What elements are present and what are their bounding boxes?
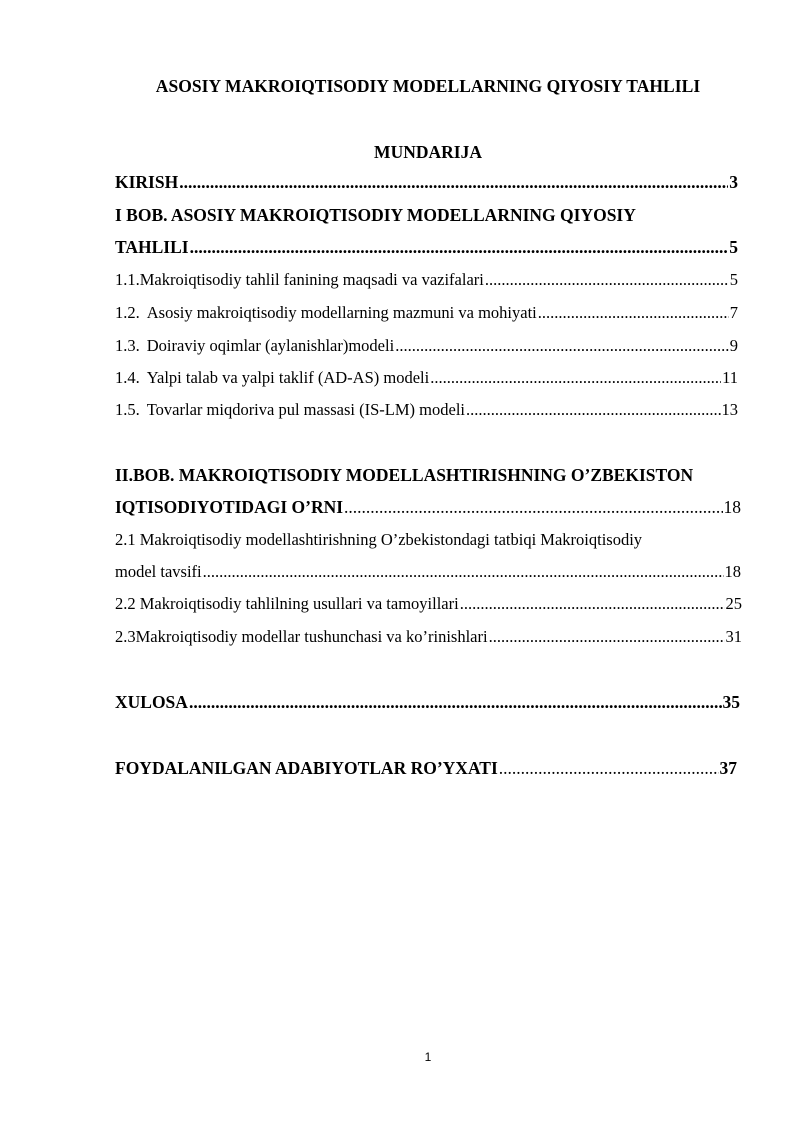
- toc-chapter2-title[interactable]: II.BOB. MAKROIQTISODIY MODELLASHTIRISHNING O’ZBEKISTON: [115, 465, 694, 485]
- toc-entry-label: Makroiqtisodiy tahlil fanining maqsadi va vazifalari: [139, 270, 484, 289]
- dot-leader: [489, 627, 725, 647]
- dot-leader: [538, 303, 729, 323]
- dot-leader: [344, 497, 722, 518]
- toc-page-number: 37: [719, 758, 737, 778]
- toc-page-number: 35: [722, 692, 740, 712]
- toc-entry-adabiyotlar[interactable]: [115, 758, 737, 779]
- toc-section-number: 1.4.: [115, 368, 140, 387]
- toc-page-number: 25: [725, 594, 742, 613]
- toc-entry-label: Yalpi talab va yalpi taklif (AD-AS) modeli: [146, 368, 430, 387]
- toc-entry-1-1[interactable]: [115, 270, 738, 290]
- dot-leader: [179, 172, 728, 193]
- dot-leader: [189, 692, 722, 713]
- toc-page-number: 7: [729, 303, 738, 322]
- dot-leader: [460, 594, 725, 614]
- toc-page-number: 11: [722, 368, 738, 387]
- toc-entry-xulosa[interactable]: [115, 692, 740, 713]
- toc-section-number: 1.5.: [115, 400, 140, 419]
- toc-entry-2-1[interactable]: [115, 562, 741, 582]
- page-number: 1: [424, 1050, 432, 1064]
- toc-entry-label: KIRISH: [115, 172, 179, 192]
- toc-entry-label: XULOSA: [115, 692, 188, 712]
- dot-leader: [485, 270, 729, 290]
- document-title: ASOSIY MAKROIQTISODIY MODELLARNING QIYOSIY TAHLILI: [155, 76, 701, 96]
- toc-entry-label: Doiraviy oqimlar (aylanishlar)modeli: [146, 336, 395, 355]
- toc-page-number: 5: [729, 270, 738, 289]
- dot-leader: [395, 336, 729, 356]
- toc-page-number: 18: [724, 562, 741, 581]
- dot-leader: [203, 562, 724, 582]
- toc-entry-label: 2.2 Makroiqtisodiy tahlilning usullari va tamoyillari: [115, 594, 459, 613]
- toc-section-number: 1.3.: [115, 336, 140, 355]
- toc-entry-label: IQTISODIYOTIDAGI O’RNI: [115, 497, 344, 517]
- dot-leader: [499, 758, 719, 779]
- toc-entry-2-3[interactable]: [115, 627, 742, 647]
- dot-leader: [430, 368, 721, 388]
- dot-leader: [466, 400, 721, 420]
- toc-entry-1-5[interactable]: [115, 400, 738, 420]
- toc-entry-chapter2[interactable]: [115, 497, 741, 518]
- toc-page-number: 18: [723, 497, 741, 517]
- toc-entry-label: Asosiy makroiqtisodiy modellarning mazmuni va mohiyati: [146, 303, 537, 322]
- dot-leader: [190, 237, 729, 258]
- toc-page-number: 9: [729, 336, 738, 355]
- toc-page-number: 3: [729, 172, 738, 192]
- toc-page-number: 31: [725, 627, 742, 646]
- toc-entry-label: 2.3Makroiqtisodiy modellar tushunchasi va ko’rinishlari: [115, 627, 488, 646]
- toc-heading: MUNDARIJA: [374, 142, 482, 162]
- toc-entry-2-2[interactable]: [115, 594, 742, 614]
- toc-entry-chapter1[interactable]: [115, 237, 738, 258]
- toc-entry-kirish[interactable]: [115, 172, 738, 193]
- toc-page-number: 5: [729, 237, 738, 257]
- toc-entry-label: TAHLILI: [115, 237, 189, 257]
- toc-chapter1-title[interactable]: I BOB. ASOSIY MAKROIQTISODIY MODELLARNING QIYOSIY: [115, 205, 636, 225]
- toc-entry-1-2[interactable]: [115, 303, 738, 323]
- toc-entry-label: FOYDALANILGAN ADABIYOTLAR RO’YXATI: [115, 758, 498, 778]
- toc-page-number: 13: [721, 400, 738, 419]
- toc-section-number: 1.2.: [115, 303, 140, 322]
- toc-entry-1-4[interactable]: [115, 368, 738, 388]
- toc-section-number: 1.1.: [115, 270, 140, 289]
- toc-entry-label: Tovarlar miqdoriva pul massasi (IS-LM) modeli: [146, 400, 465, 419]
- toc-entry-2-1-title[interactable]: 2.1 Makroiqtisodiy modellashtirishning O’zbekistondagi tatbiqi Makroiqtisodiy: [115, 530, 643, 549]
- toc-entry-1-3[interactable]: [115, 336, 738, 356]
- toc-entry-label: model tavsifi: [115, 562, 202, 581]
